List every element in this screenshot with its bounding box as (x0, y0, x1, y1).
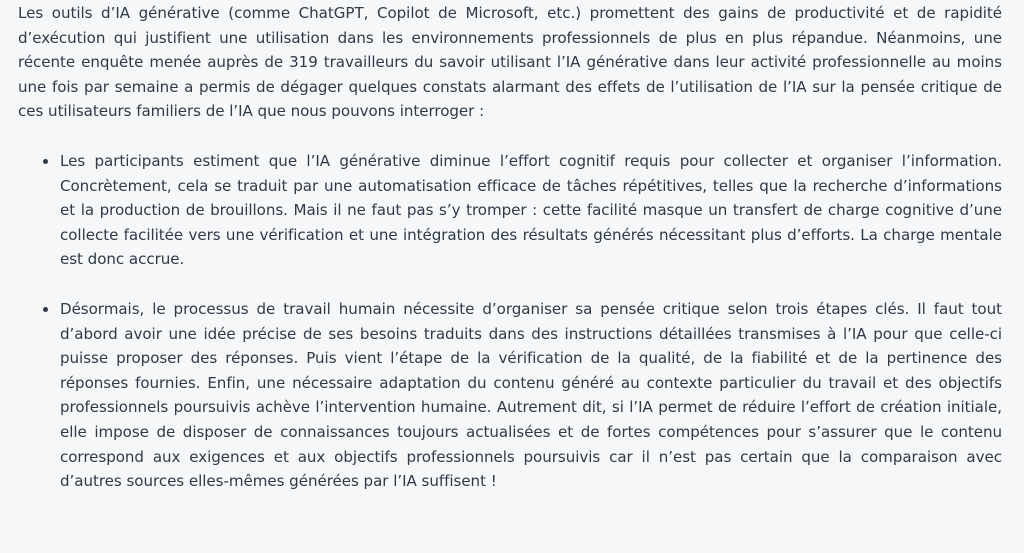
list-item (43, 149, 1002, 272)
bullet-dot-icon (43, 159, 48, 164)
bullet-dot-icon (43, 307, 48, 312)
bullet-list (18, 149, 1002, 494)
list-item-text: Les participants estiment que l’IA générative diminue l’effort cognitif requis pour collecter et organiser l’information. Concrètement, cela se traduit par une automatisation efficace de tâches répétitives, telles que la recherche d’informations et la production de brouillons. Mais il ne faut pas s’y tromper : cette facilité masque un transfert de charge cognitive d’une collecte facilitée vers une vérification et une intégration des résultats générés nécessitant plus d’efforts. La charge mentale est donc accrue. (60, 151, 1002, 269)
list-item (43, 297, 1002, 494)
intro-paragraph: Les outils d’IA générative (comme ChatGPT, Copilot de Microsoft, etc.) promettent des gains de productivité et de rapidité d’exécution qui justifient une utilisation dans les environnements professionnels de plus en plus répandue. Néanmoins, une récente enquête menée auprès de 319 travailleurs du savoir utilisant l’IA générative dans leur activité professionnelle au moins une fois par semaine a permis de dégager quelques constats alarmant des effets de l’utilisation de l’IA sur la pensée critique de ces utilisateurs familiers de l’IA que nous pouvons interroger : (18, 4, 1002, 121)
list-item-text: Désormais, le processus de travail humain nécessite d’organiser sa pensée critique selon trois étapes clés. Il faut tout d’abord avoir une idée précise de ses besoins traduits dans des instructions détaillées transmises à l’IA pour que celle-ci puisse proposer des réponses. Puis vient l’étape de la vérification de la qualité, de la fiabilité et de la pertinence des réponses fournies. Enfin, une nécessaire adaptation du contenu généré au contexte particulier du travail et des objectifs professionnels poursuivis achève l’intervention humaine. Autrement dit, si l’IA permet de réduire l’effort de création initiale, elle impose de disposer de connaissances toujours actualisées et de fortes compétences pour s’assurer que le contenu correspond aux exigences et aux objectifs professionnels poursuivis car il n’est pas certain que la comparaison avec d’autres sources elles-mêmes générées par l’IA suffisent ! (60, 299, 1002, 491)
